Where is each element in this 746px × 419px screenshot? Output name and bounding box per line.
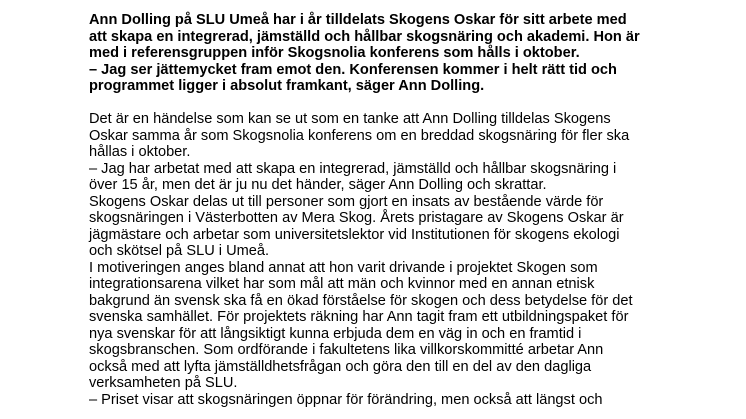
- body-paragraph-2: – Jag har arbetat med att skapa en integrerad, jämställd och hållbar skogsnäring i över 15 år, men det är ju nu det händer, säger Ann Dolling och skrattar.: [89, 160, 617, 193]
- paragraph-gap: [89, 95, 729, 112]
- body-paragraph-1: Det är en händelse som kan se ut som en tanke att Ann Dolling tilldelas Skogens Oskar samma år som Skogsnolia konferens om en breddad skogsnäring för fler ska hållas i oktober.: [89, 111, 630, 160]
- lead-quote: – Jag ser jättemycket fram emot den. Konferensen kommer i helt rätt tid och programmet ligger i absolut framkant, säger Ann Dolling.: [89, 61, 617, 94]
- lead-intro: Ann Dolling på SLU Umeå har i år tilldelats Skogens Oskar för sitt arbete med att skapa en integrerad, jämställd och hållbar skogsnäring och akademi. Hon är med i referensgruppen inför Skogsnolia konferens som hålls i oktober.: [89, 12, 640, 61]
- document-page: [89, 12, 729, 408]
- body-paragraph-3: Skogens Oskar delas ut till personer som gjort en insats av bestående värde för skogsnäringen i Västerbotten av Mera Skog. Årets pristagare av Skogens Oskar är jägmästare och arbetar som universitetslektor vid Institutionen för skogens ekologi och skötsel på SLU i Umeå.: [89, 193, 624, 259]
- body-paragraph-5: – Priset visar att skogsnäringen öppnar för förändring, men också att längst och: [89, 391, 603, 408]
- body-paragraph-4: I motiveringen anges bland annat att hon varit drivande i projektet Skogen som integrationsarena vilket har som mål att män och kvinnor med en annan etnisk bakgrund än svensk ska få en ökad förståelse för skogen och dess betydelse för det svenska samhället. För projektets räkning har Ann tagit fram ett utbildningspaket för nya svenskar för att långsiktigt kunna erbjuda dem en väg in och en framtid i skogsbranschen. Som ordförande i fakultetens lika villkorskommitté arbetar Ann också med att lyfta jämställdhetsfrågan och göra den till en del av den dagliga verksamheten på SLU.: [89, 259, 633, 391]
